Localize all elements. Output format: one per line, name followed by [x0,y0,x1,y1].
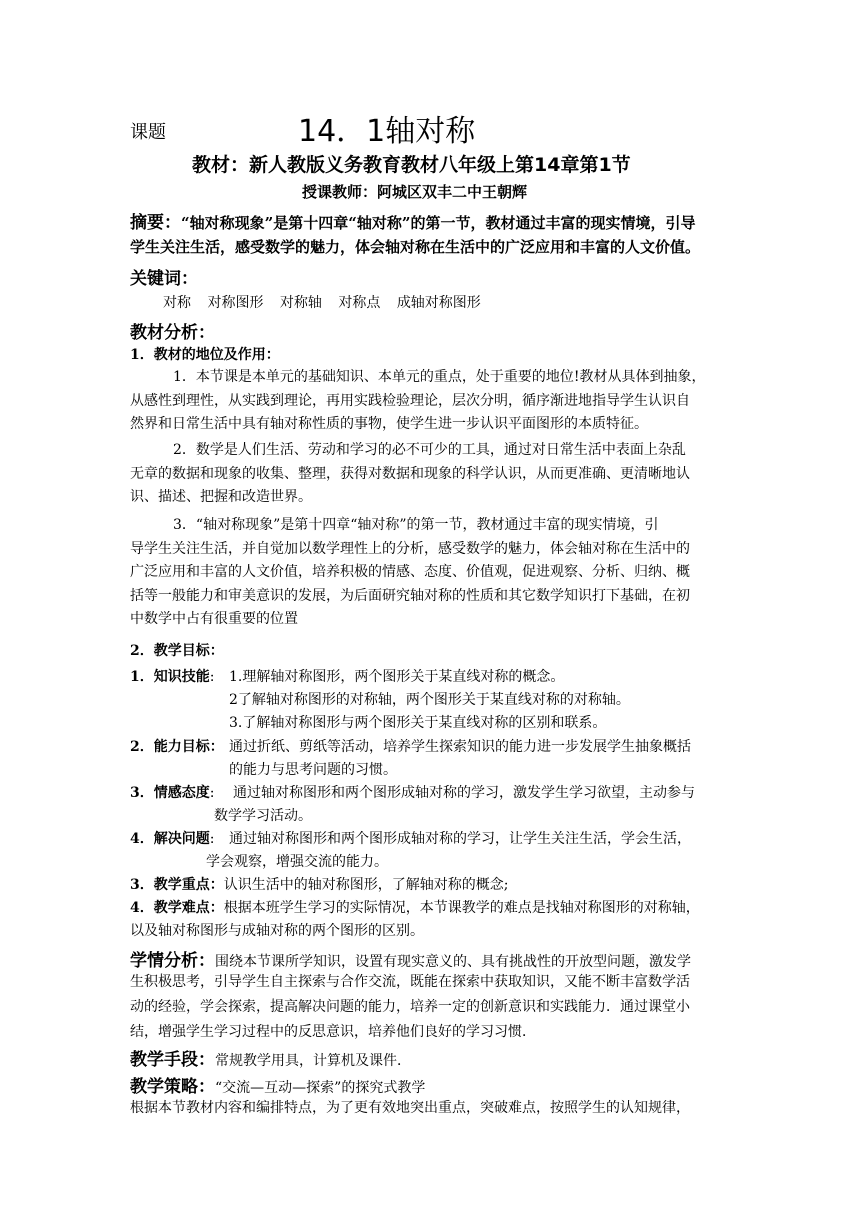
paragraph-line: 导学生关注生活，并自觉加以数学理性上的分析，感受数学的魅力，体会轴对称在生活中的 [130,540,690,557]
strategy-label: 教学策略： [130,1077,215,1097]
page-title: 14．1轴对称 [298,114,476,149]
analysis-heading: 教材分析： [130,323,215,343]
paragraph-line: 2．数学是人们生活、劳动和学习的必不可少的工具，通过对日常生活中表面上杂乱 [173,442,686,458]
keypoint-row [130,874,508,894]
paragraph-line: 中数学中占有很重要的位置 [130,611,298,627]
abstract-text-1: “轴对称现象”是第十四章“轴对称”的第一节，教材通过丰富的现实情境，引导 [181,214,696,232]
keyword-item: 对称 [163,295,191,311]
learning-text-4: 结，增强学生学习过程中的反思意识，培养他们良好的学习习惯． [130,1024,536,1040]
knowledge-colon: : [209,669,215,685]
analysis-paragraph-2 [130,439,730,510]
keypoint-label: 3．教学重点： [130,877,224,893]
paragraph-line: 识、描述、把握和改造世界。 [130,489,312,505]
paragraph-line: 括等一般能力和审美意识的发展，为后面研究轴对称的性质和其它数学知识打下基础，在初 [130,587,690,604]
solve-colon: : [209,831,215,847]
learning-row [130,946,691,971]
paragraph-line: 无章的数据和现象的收集、整理，获得对数据和现象的科学认识，从而更准确、更清晰地认 [130,465,690,482]
ability-text-2: 的能力与思考问题的习惯。 [229,762,397,778]
abstract-line-2: 学生关注生活，感受数学的魅力，体会轴对称在生活中的广泛应用和丰富的人文价值。 [130,238,701,256]
learning-text-1: 围绕本节课所学知识，设置有现实意义的、具有挑战性的开放型问题，激发学 [215,954,691,970]
means-label: 教学手段： [130,1050,215,1070]
lesson-label: 课题 [130,122,166,143]
keyword-item: 成轴对称图形 [396,295,481,311]
keywords-label: 关键词： [130,269,198,289]
knowledge-item-1: 1.理解轴对称图形，两个图形关于某直线对称的概念。 [229,669,565,685]
means-text: 常规教学用具，计算机及课件． [215,1053,411,1069]
analysis-subheading: 1．教材的地位及作用： [130,347,280,363]
teacher-info: 授课教师：阿城区双丰二中王朝辉 [302,183,528,201]
keywords-list [163,292,481,312]
paragraph-line: 1．本节课是本单元的基础知识、本单元的重点，处于重要的地位!教材从具体到抽象， [173,369,706,385]
emotion-text-2: 数学学习活动。 [214,808,312,824]
objectives-heading: 2．教学目标： [130,643,224,659]
learning-text-3: 动的经验，学会探索，提高解决问题的能力，培养一定的创新意识和实践能力．通过课堂小 [130,999,690,1015]
strategy-row [130,1072,425,1097]
keyword-item: 对称图形 [207,295,264,311]
paragraph-line: 广泛应用和丰富的人文价值，培养积极的情感、态度、价值观，促进观察、分析、归纳、概 [130,564,690,580]
paragraph-line: 从感性到理性，从实践到理论，再用实践检验理论，层次分明，循序渐进地指导学生认识自 [130,392,690,409]
knowledge-item-2: 2了解轴对称图形的对称轴，两个图形关于某直线对称的对称轴。 [229,692,630,708]
strategy-text: “交流—互动—探索”的探究式教学 [215,1080,426,1096]
learning-label: 学情分析： [130,951,215,971]
solve-label: 4．解决问题 [130,831,210,847]
textbook-info: 教材：新人教版义务教育教材八年级上第14章第1节 [192,154,631,176]
analysis-paragraph-1 [130,366,730,437]
difficulty-label: 4．教学难点： [130,900,224,916]
difficulty-text-1: 根据本班学生学习的实际情况，本节课教学的难点是找轴对称图形的对称轴， [223,900,700,916]
difficulty-text-2: 以及轴对称图形与成轴对称的两个图形的区别。 [130,923,424,939]
ability-label: 2．能力目标： [130,739,224,755]
abstract-label: 摘要： [130,213,181,233]
solve-text-2: 学会观察，增强交流的能力。 [206,854,388,870]
emotion-text-1: 通过轴对称图形和两个图形成轴对称的学习，激发学生学习欲望，主动参与 [233,785,695,801]
keyword-item: 对称点 [338,295,381,311]
emotion-row [130,782,214,802]
emotion-label: 3．情感态度 [130,785,210,801]
learning-text-2: 生积极思考，引导学生自主探索与合作交流，既能在探索中获取知识，又能不断丰富数学活 [130,974,690,990]
solve-text-1: 通过轴对称图形和两个图形成轴对称的学习，让学生关注生活，学会生活， [229,831,691,847]
knowledge-item-3: 3.了解轴对称图形与两个图形关于某直线对称的区别和联系。 [229,715,607,731]
ability-text-1: 通过折纸、剪纸等活动，培养学生探索知识的能力进一步发展学生抽象概括 [229,739,691,755]
emotion-colon: : [209,785,215,801]
analysis-paragraph-3 [130,514,730,632]
difficulty-row [130,897,700,917]
means-row [130,1045,411,1070]
paragraph-line: 然界和日常生活中具有轴对称性质的事物，使学生进一步认识平面图形的本质特征。 [130,416,648,432]
knowledge-row [130,666,214,686]
strategy-text-2: 根据本节教材内容和编排特点，为了更有效地突出重点，突破难点，按照学生的认知规律， [130,1100,690,1116]
paragraph-line: 3．“轴对称现象”是第十四章“轴对称”的第一节，教材通过丰富的现实情境，引 [173,517,659,533]
keyword-item: 对称轴 [279,295,322,311]
solve-row [130,828,214,848]
keypoint-text: 认识生活中的轴对称图形，了解轴对称的概念; [223,877,509,893]
abstract-line-1 [130,208,696,233]
knowledge-label: 1．知识技能 [130,669,210,685]
